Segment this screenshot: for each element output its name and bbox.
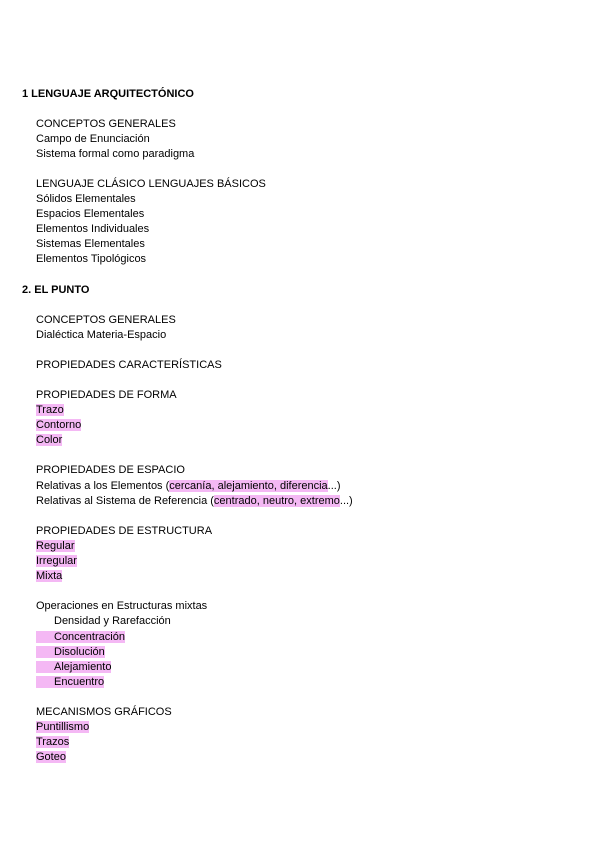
- highlight: Contorno: [36, 419, 82, 431]
- highlight: Goteo: [36, 751, 66, 763]
- highlight: cercanía, alejamiento, diferencia: [169, 480, 328, 492]
- list-item: Sistemas Elementales: [36, 238, 145, 250]
- list-item-highlighted: [36, 433, 62, 448]
- text: Relativas al Sistema de Referencia (: [36, 495, 214, 507]
- list-item: Dialéctica Materia-Espacio: [36, 329, 167, 341]
- section-heading: 1 LENGUAJE ARQUITECTÓNICO: [22, 88, 194, 100]
- highlight: Encuentro: [36, 676, 104, 688]
- list-item-highlighted: [36, 569, 62, 584]
- text: Relativas a los Elementos (: [36, 480, 170, 492]
- block-title: CONCEPTOS GENERALES: [36, 314, 176, 326]
- highlight: Trazo: [36, 404, 64, 416]
- highlight: Irregular: [36, 555, 77, 567]
- list-item-highlighted: [36, 403, 64, 418]
- list-item: Sólidos Elementales: [36, 193, 136, 205]
- list-item-highlighted: [36, 735, 69, 750]
- block-title: MECANISMOS GRÁFICOS: [36, 706, 172, 718]
- highlight: Alejamiento: [36, 661, 111, 673]
- highlight: centrado, neutro, extremo: [213, 495, 340, 507]
- list-item: Elementos Individuales: [36, 223, 150, 235]
- highlight: Mixta: [36, 570, 63, 582]
- list-item-highlighted: [36, 660, 111, 675]
- block-title: PROPIEDADES CARACTERÍSTICAS: [36, 359, 222, 371]
- block-title: Operaciones en Estructuras mixtas: [36, 600, 208, 612]
- list-item: Sistema formal como paradigma: [36, 148, 195, 160]
- highlight: Concentración: [36, 631, 125, 643]
- highlight: Puntillismo: [36, 721, 90, 733]
- block-title: PROPIEDADES DE ESPACIO: [36, 464, 185, 476]
- list-item: Campo de Enunciación: [36, 133, 150, 145]
- highlight: Regular: [36, 540, 75, 552]
- text: ...): [327, 480, 341, 492]
- list-item-highlighted: [36, 554, 77, 569]
- list-item-highlighted: [36, 630, 125, 645]
- list-item: Espacios Elementales: [36, 208, 145, 220]
- list-item: [36, 494, 353, 509]
- highlight: Trazos: [36, 736, 70, 748]
- list-item-highlighted: [36, 418, 81, 433]
- list-item-highlighted: [36, 750, 66, 765]
- list-item-highlighted: [36, 539, 75, 554]
- list-item-highlighted: [36, 645, 105, 660]
- list-item: [36, 479, 341, 494]
- block-title: PROPIEDADES DE ESTRUCTURA: [36, 525, 213, 537]
- list-item-highlighted: [36, 675, 104, 690]
- list-item-highlighted: [36, 720, 89, 735]
- list-item: Elementos Tipológicos: [36, 253, 147, 265]
- highlight: Color: [36, 434, 63, 446]
- block-title: CONCEPTOS GENERALES: [36, 118, 176, 130]
- highlight: Disolución: [36, 646, 105, 658]
- block-title: LENGUAJE CLÁSICO LENGUAJES BÁSICOS: [36, 178, 266, 190]
- section-heading: 2. EL PUNTO: [22, 284, 90, 296]
- block-title: PROPIEDADES DE FORMA: [36, 389, 177, 401]
- sub-title: Densidad y Rarefacción: [54, 615, 171, 627]
- text: ...): [339, 495, 353, 507]
